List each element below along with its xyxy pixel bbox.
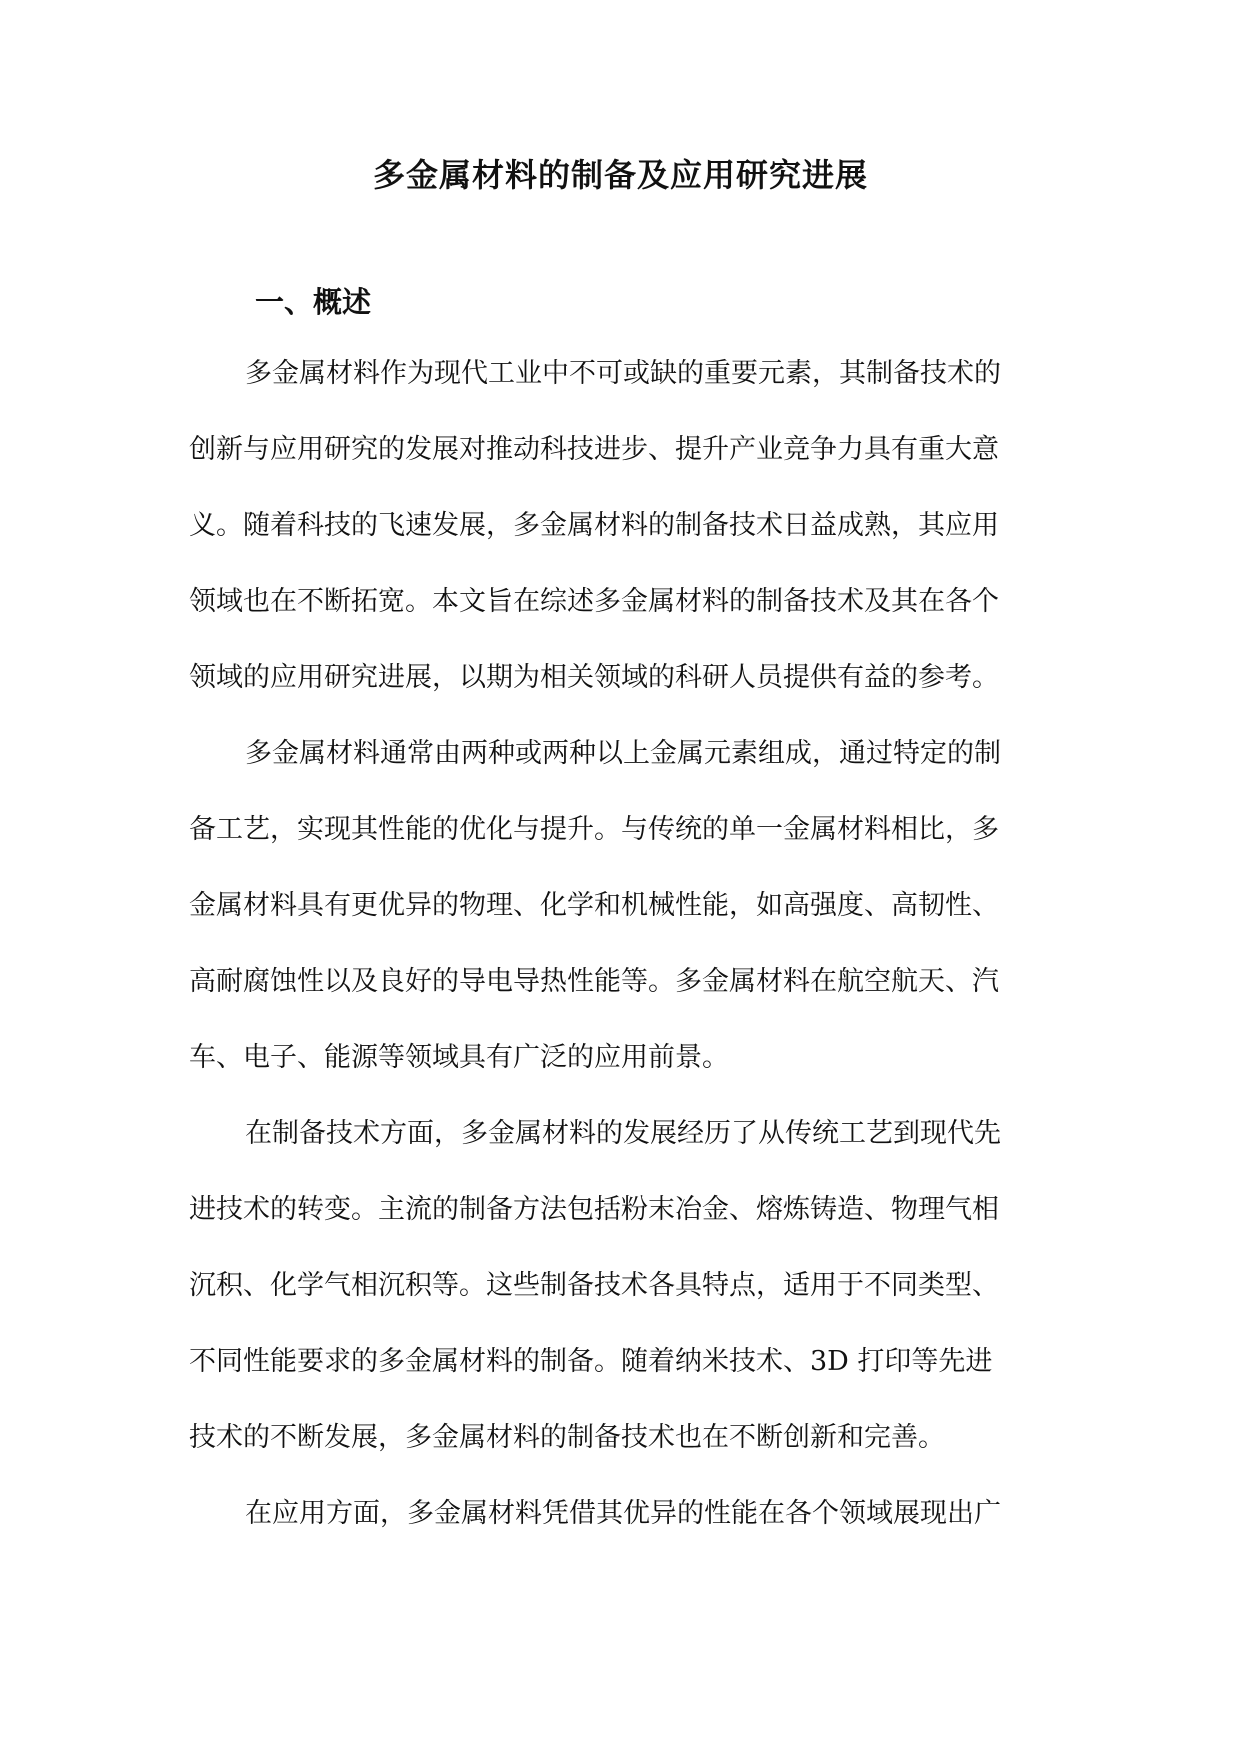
paragraph-line: 创新与应用研究的发展对推动科技进步、提升产业竞争力具有重大意 <box>189 434 999 465</box>
paragraph-line: 义。随着科技的飞速发展，多金属材料的制备技术日益成熟，其应用 <box>189 510 999 541</box>
paragraph-line: 进技术的转变。主流的制备方法包括粉末冶金、熔炼铸造、物理气相 <box>189 1194 999 1225</box>
paragraph-line: 沉积、化学气相沉积等。这些制备技术各具特点，适用于不同类型、 <box>189 1270 999 1301</box>
paragraph-line: 领域的应用研究进展，以期为相关领域的科研人员提供有益的参考。 <box>189 662 999 693</box>
paragraph-line: 备工艺，实现其性能的优化与提升。与传统的单一金属材料相比，多 <box>189 814 999 845</box>
document-title: 多金属材料的制备及应用研究进展 <box>372 156 868 194</box>
section-heading: 一、概述 <box>255 285 372 319</box>
paragraph-line: 在应用方面，多金属材料凭借其优异的性能在各个领域展现出广 <box>245 1498 1001 1529</box>
paragraph-line: 多金属材料通常由两种或两种以上金属元素组成，通过特定的制 <box>245 738 1001 769</box>
body-text <box>189 336 1049 1552</box>
paragraph-line: 多金属材料作为现代工业中不可或缺的重要元素，其制备技术的 <box>245 358 1001 389</box>
paragraph-line: 技术的不断发展，多金属材料的制备技术也在不断创新和完善。 <box>189 1422 945 1453</box>
paragraph-line: 领域也在不断拓宽。本文旨在综述多金属材料的制备技术及其在各个 <box>189 586 999 617</box>
paragraph-line: 高耐腐蚀性以及良好的导电导热性能等。多金属材料在航空航天、汽 <box>189 966 999 997</box>
paragraph-line: 不同性能要求的多金属材料的制备。随着纳米技术、3D 打印等先进 <box>189 1346 993 1377</box>
paragraph-line: 在制备技术方面，多金属材料的发展经历了从传统工艺到现代先 <box>245 1118 1001 1149</box>
paragraph-line: 车、电子、能源等领域具有广泛的应用前景。 <box>189 1042 729 1073</box>
paragraph-line: 金属材料具有更优异的物理、化学和机械性能，如高强度、高韧性、 <box>189 890 999 921</box>
